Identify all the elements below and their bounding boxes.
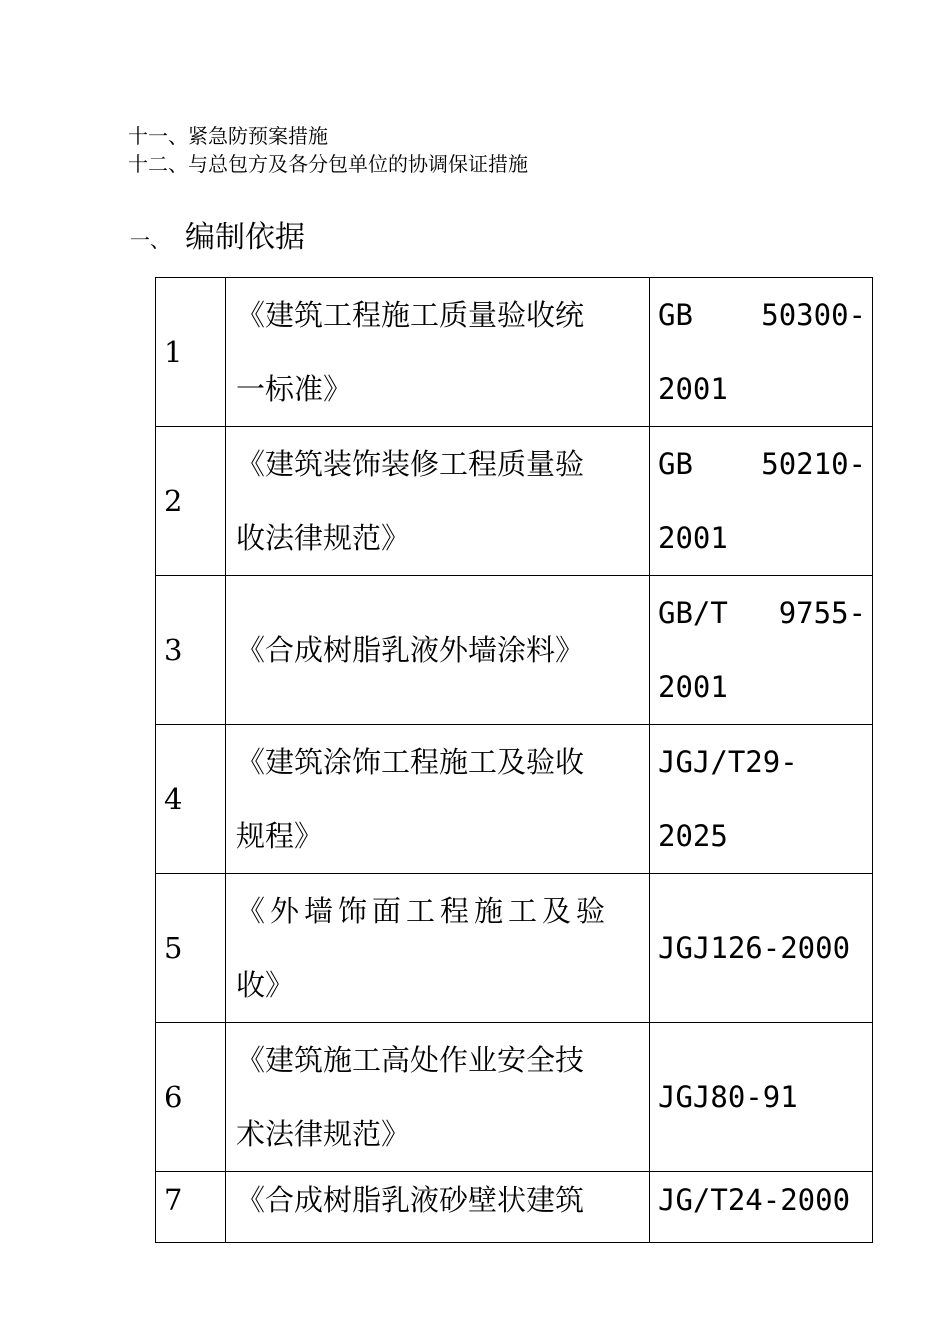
code-prefix: GB/T [658, 596, 728, 630]
code-number: 9755- [778, 596, 866, 630]
title-line: 收》 [236, 968, 295, 1002]
row-number: 5 [156, 874, 226, 1023]
code-number: 50300- [761, 298, 866, 332]
row-number: 1 [156, 278, 226, 427]
table-row [156, 427, 873, 576]
title-line: 一标准》 [236, 372, 353, 406]
references-table [155, 277, 873, 1243]
title-line: 《建筑涂饰工程施工及验收 [236, 745, 585, 779]
standard-title [226, 1172, 650, 1243]
title-line: 收法律规范》 [236, 521, 411, 555]
standard-title [226, 725, 650, 874]
standard-title [226, 427, 650, 576]
table-row [156, 278, 873, 427]
standard-code: JGJ80-91 [650, 1023, 873, 1172]
table-of-contents [128, 122, 528, 178]
title-line: 规程》 [236, 819, 324, 853]
section-title: 编制依据 [185, 220, 305, 255]
title-line: 《建筑装饰装修工程质量验 [236, 447, 585, 481]
table-row [156, 1172, 873, 1243]
standard-code: JGJ126-2000 [650, 874, 873, 1023]
row-number: 2 [156, 427, 226, 576]
row-number: 4 [156, 725, 226, 874]
title-line: 《合成树脂乳液砂壁状建筑 [236, 1183, 585, 1217]
standard-code [650, 725, 873, 874]
row-number: 6 [156, 1023, 226, 1172]
toc-item-11: 十一、紧急防预案措施 [128, 124, 328, 148]
row-number: 3 [156, 576, 226, 725]
code-prefix: GB [658, 447, 693, 481]
title-line: 《建筑工程施工质量验收统 [236, 298, 585, 332]
standard-code [650, 278, 873, 427]
table-row [156, 1023, 873, 1172]
standard-title [226, 1023, 650, 1172]
title-line: 《合成树脂乳液外墙涂料》 [236, 633, 585, 667]
title-line: 术法律规范》 [236, 1117, 411, 1151]
toc-item-12: 十二、与总包方及各分包单位的协调保证措施 [128, 152, 528, 176]
code-year: 2001 [658, 372, 728, 406]
standard-title [226, 874, 650, 1023]
standard-title [226, 278, 650, 427]
code-prefix: JGJ/T29- [658, 745, 798, 779]
code-prefix: GB [658, 298, 693, 332]
standard-code [650, 427, 873, 576]
code-number: 50210- [761, 447, 866, 481]
section-number: 一、 [130, 228, 170, 252]
code-year: 2001 [658, 521, 728, 555]
standard-title [226, 576, 650, 725]
code-year: 2001 [658, 670, 728, 704]
table-row [156, 874, 873, 1023]
title-line: 《建筑施工高处作业安全技 [236, 1043, 585, 1077]
standard-code [650, 576, 873, 725]
standard-code: JG/T24-2000 [650, 1172, 873, 1243]
row-number: 7 [156, 1172, 226, 1243]
section-heading [130, 218, 305, 260]
table-row [156, 725, 873, 874]
code-year: 2025 [658, 819, 728, 853]
table-row [156, 576, 873, 725]
title-line: 《外墙饰面工程施工及验 [236, 894, 611, 928]
